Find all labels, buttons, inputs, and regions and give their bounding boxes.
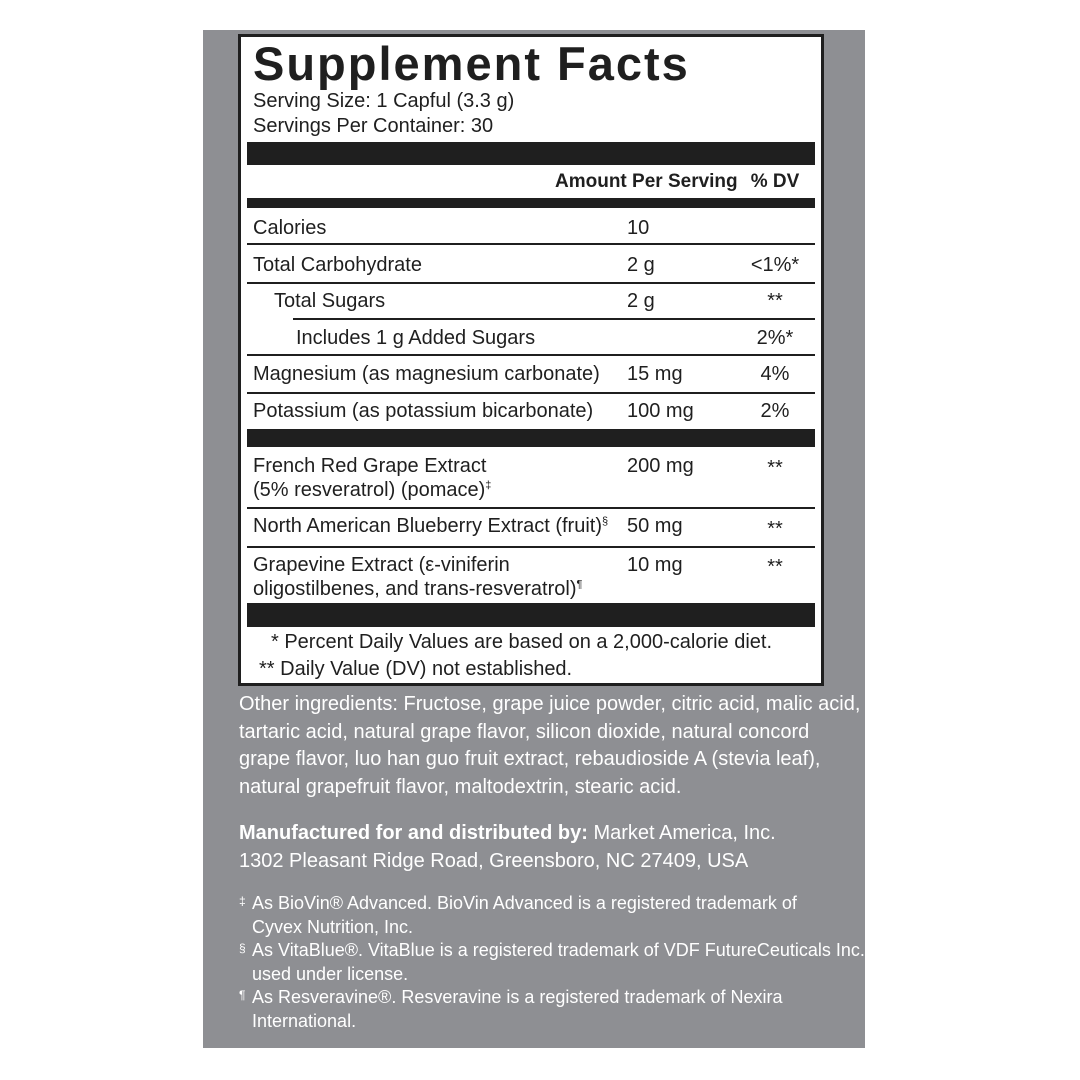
medium-divider	[247, 198, 815, 208]
trademark-text: As BioVin® Advanced. BioVin Advanced is a registered trademark of	[252, 893, 797, 913]
extract-amount: 200 mg	[627, 455, 694, 477]
ingredients-line: natural grapefruit flavor, maltodextrin, stearic acid.	[239, 775, 682, 798]
thick-divider	[247, 603, 815, 627]
dv-not-established-footnote: ** Daily Value (DV) not established.	[259, 658, 573, 680]
footnote-mark: §	[602, 515, 609, 528]
facts-title: Supplement Facts	[253, 37, 690, 90]
extract-dv: **	[767, 457, 783, 479]
manufacturer-info	[239, 819, 776, 875]
supplement-facts-box	[238, 34, 824, 686]
row-divider	[247, 392, 815, 394]
extract-dv: **	[767, 518, 783, 540]
extract-dv: **	[767, 556, 783, 578]
trademark-note	[239, 939, 865, 986]
nutrient-amount: 2 g	[627, 290, 655, 312]
daily-value-footnote: * Percent Daily Values are based on a 2,000-calorie diet.	[271, 631, 773, 653]
extract-name: Grapevine Extract (ε-viniferin	[253, 554, 510, 576]
ingredients-line: tartaric acid, natural grape flavor, silicon dioxide, natural concord	[239, 720, 810, 743]
other-ingredients	[239, 691, 861, 801]
servings-per-container: Servings Per Container: 30	[253, 115, 494, 137]
nutrient-name: Magnesium (as magnesium carbonate)	[253, 363, 600, 385]
nutrient-amount: 2 g	[627, 254, 655, 276]
thick-divider	[247, 142, 815, 165]
extract-name-continued: (5% resveratrol) (pomace)‡	[253, 479, 492, 501]
extract-name-continued: oligostilbenes, and trans-resveratrol)¶	[253, 578, 583, 600]
row-divider	[247, 546, 815, 548]
nutrient-dv: 2%	[760, 400, 790, 422]
trademark-notes	[239, 892, 865, 1033]
thick-divider	[247, 429, 815, 447]
manufacturer-name: Market America, Inc.	[587, 822, 776, 844]
trademark-text: As Resveravine®. Resveravine is a registered trademark of Nexira	[252, 987, 783, 1007]
manufacturer-address: 1302 Pleasant Ridge Road, Greensboro, NC 27409, USA	[239, 850, 749, 872]
nutrient-name: Total Sugars	[274, 290, 386, 312]
nutrient-name: Calories	[253, 217, 327, 239]
header-amount-per-serving: Amount Per Serving	[555, 171, 738, 192]
footnote-mark: ‡	[485, 479, 492, 492]
nutrient-dv: <1%*	[750, 254, 800, 276]
extract-amount: 10 mg	[627, 554, 683, 576]
ingredients-line: Other ingredients: Fructose, grape juice powder, citric acid, malic acid,	[239, 693, 861, 715]
nutrient-dv: 2%*	[756, 327, 794, 349]
nutrient-amount: 15 mg	[627, 363, 683, 385]
nutrient-name: Includes 1 g Added Sugars	[296, 327, 536, 349]
serving-size: Serving Size: 1 Capful (3.3 g)	[253, 90, 515, 112]
footnote-symbol: ¶	[239, 988, 246, 1002]
nutrient-amount: 100 mg	[627, 400, 694, 422]
footnote-mark: ¶	[576, 578, 583, 591]
nutrient-name: Potassium (as potassium bicarbonate)	[253, 400, 594, 422]
ingredients-line: grape flavor, luo han guo fruit extract, rebaudioside A (stevia leaf),	[239, 748, 821, 770]
extract-amount: 50 mg	[627, 515, 683, 537]
footnote-symbol: §	[239, 941, 246, 955]
nutrient-dv: **	[767, 290, 783, 312]
row-divider	[247, 282, 815, 284]
trademark-note	[239, 892, 865, 939]
trademark-text: Cyvex Nutrition, Inc.	[252, 916, 414, 937]
header-percent-dv: % DV	[750, 171, 800, 192]
row-divider	[247, 354, 815, 356]
footnote-symbol: ‡	[239, 894, 246, 908]
trademark-text: used under license.	[252, 963, 409, 984]
row-divider	[247, 507, 815, 509]
trademark-text: As VitaBlue®. VitaBlue is a registered trademark of VDF FutureCeuticals Inc.	[252, 940, 865, 960]
extract-name: French Red Grape Extract	[253, 455, 487, 477]
extract-name: North American Blueberry Extract (fruit)§	[253, 515, 609, 537]
trademark-text: International.	[252, 1010, 357, 1031]
row-divider	[293, 318, 815, 320]
nutrient-dv: 4%	[760, 363, 790, 385]
nutrient-name: Total Carbohydrate	[253, 254, 422, 276]
nutrient-amount: 10	[627, 217, 650, 239]
manufacturer-label: Manufactured for and distributed by:	[239, 822, 588, 844]
row-divider	[247, 243, 815, 245]
trademark-note	[239, 986, 865, 1033]
